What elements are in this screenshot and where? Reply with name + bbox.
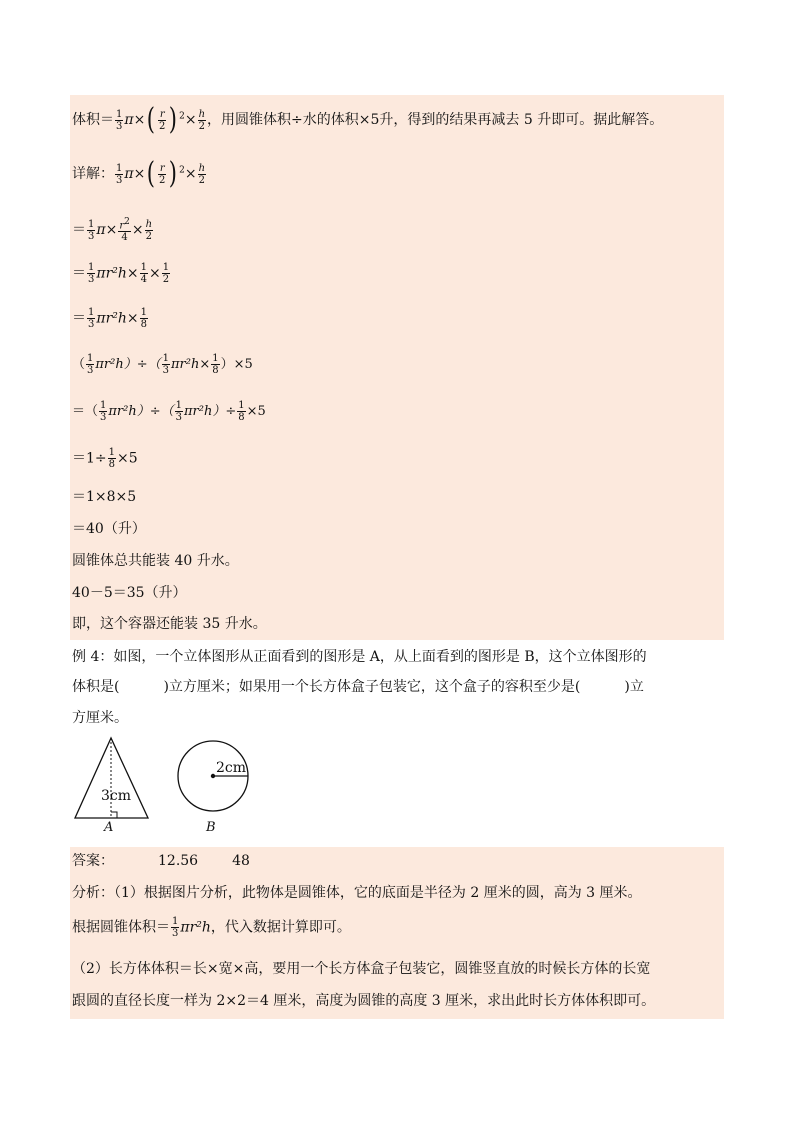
- analysis-line-3: （2）长方体体积＝长×宽×高，要用一个长方体盒子包装它，圆锥竖直放的时候长方体的长宽: [72, 961, 651, 977]
- step-line-6: ＝1÷ $\frac{1}{8}$ ×5: [72, 447, 138, 470]
- fraction-r-over-2: $\frac{r}{2}$: [159, 108, 166, 132]
- step-line-5: ＝（ $\frac{1}{3}$ πr²h）÷（ $\frac{1}{3}$ πr²h）÷ $\frac{1}{8}$ ×5: [72, 400, 266, 423]
- step-line-4: （ $\frac{1}{3}$ πr²h）÷（ $\frac{1}{3}$ πr²h× $\frac{1}{8}$ ）×5: [72, 353, 253, 376]
- triangle-front-view: [75, 738, 148, 818]
- answer-value-1: 12.56: [158, 853, 199, 869]
- step-line-8: ＝40（升）: [72, 521, 146, 537]
- fraction-h-over-2: $\frac{h}{2}$: [198, 108, 206, 132]
- detail-label-line: 详解： $\frac{1}{3}$ π×( $\frac{r}{2}$ ) $^2$× $\frac{h}{2}$: [72, 156, 206, 191]
- figure-a-label: A: [104, 820, 114, 835]
- analysis-line-2: 根据圆锥体积＝ $\frac{1}{3}$ πr²h，代入数据计算即可。: [72, 916, 351, 939]
- example-line-3: 方厘米。: [72, 710, 128, 726]
- example-line-1: 例 4：如图，一个立体图形从正面看到的图形是 A，从上面看到的图形是 B，这个立体图形的: [72, 649, 647, 665]
- circle-radius-label: 2cm: [216, 760, 247, 776]
- step-line-1: ＝ $\frac{1}{3}$ π× $\frac{r^2}{4}$ × $\frac{h}{2}$: [72, 217, 153, 244]
- answer-line: 答案： 12.56 48: [72, 853, 250, 869]
- total-capacity-line: 圆锥体总共能装 40 升水。: [72, 553, 239, 569]
- circle-top-view: [178, 741, 248, 811]
- example-line-2: 体积是( )立方厘米；如果用一个长方体盒子包装它，这个盒子的容积至少是( )立: [72, 679, 644, 695]
- step-line-3: ＝ $\frac{1}{3}$ πr²h× $\frac{1}{8}$: [72, 307, 148, 330]
- conclusion-line: 即，这个容器还能装 35 升水。: [72, 616, 267, 632]
- intro-rest: ，用圆锥体积÷水的体积×5升，得到的结果再减去 5 升即可。据此解答。: [207, 112, 664, 128]
- subtraction-line: 40－5＝35（升）: [72, 585, 187, 601]
- figure-b-label: B: [206, 820, 216, 835]
- fraction-one-third: $\frac{1}{3}$: [116, 108, 123, 132]
- step-line-7: ＝1×8×5: [72, 489, 137, 505]
- analysis-line-4: 跟圆的直径长度一样为 2×2＝4 厘米，高度为圆锥的高度 3 厘米，求出此时长方体体积即可。: [72, 993, 656, 1009]
- step-line-2: ＝ $\frac{1}{3}$ πr²h× $\frac{1}{4}$ × $\frac{1}{2}$: [72, 262, 170, 285]
- figure-cone-views: [60, 730, 270, 840]
- intro-lead: 体积＝: [72, 112, 114, 128]
- intro-line: 体积＝ $\frac{1}{3}$ π×( $\frac{r}{2}$ ) $^2$× $\frac{h}{2}$ ，用圆锥体积÷水的体积×5升，得到的结果再减去 5 升即可。据此解答。: [72, 102, 664, 137]
- cone-height-label: 3cm: [101, 788, 132, 804]
- analysis-line-1: 分析：（1）根据图片分析，此物体是圆锥体，它的底面是半径为 2 厘米的圆，高为 3 厘米。: [72, 885, 642, 901]
- answer-value-2: 48: [232, 853, 250, 869]
